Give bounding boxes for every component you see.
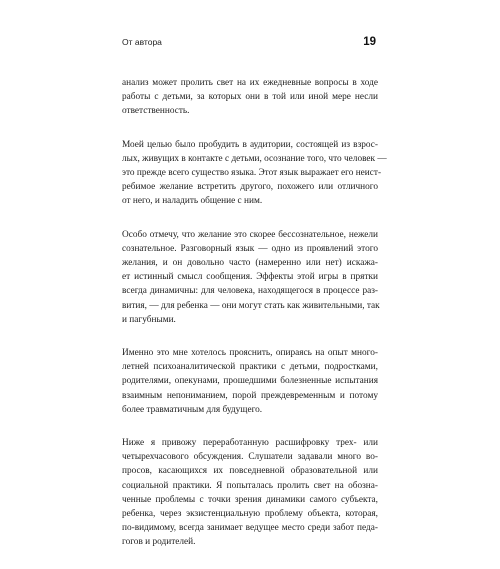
paragraph-4 <box>122 346 378 417</box>
running-header <box>122 36 376 48</box>
paragraph-5 <box>122 436 378 550</box>
text-line: летней психоаналитической практики с детьми, подростками, <box>122 362 378 373</box>
text-line: желания, и он довольно часто (намеренно или нет) искажа- <box>122 258 378 269</box>
text-line: взаимным непониманием, порой преждевременным и потому <box>122 390 378 401</box>
text-line: ребенка, через экзистенциальную проблему объекта, которая, <box>122 509 378 520</box>
body-text <box>122 76 387 569</box>
text-line: социальной практики. Я попыталась пролить свет на обозна- <box>122 480 378 491</box>
text-line: вития, — для ребенка — они могут стать как живительными, так <box>122 300 380 311</box>
text-line: анализ может пролить свет на их ежедневные вопросы в ходе <box>122 78 378 88</box>
text-line: ответственность. <box>122 106 190 117</box>
text-line: от него, и наладить общение с ним. <box>122 196 263 207</box>
text-line: четырехчасового обсуждения. Слушатели задавали много во- <box>122 452 378 463</box>
text-line: лых, живущих в контакте с детьми, осознание того, что человек — <box>122 153 387 164</box>
text-line: Именно это мне хотелось прояснить, опираясь на опыт много- <box>122 348 378 359</box>
text-line: это прежде всего существо языка. Этот язык выражает его неист- <box>122 168 382 179</box>
paragraph-3 <box>122 228 378 327</box>
text-line: более травматичным для будущего. <box>122 404 263 415</box>
text-line: родителями, опекунами, прошедшими болезненные испытания <box>122 376 378 387</box>
text-line: работы с детьми, за которых они в той или иной мере несли <box>122 92 378 103</box>
text-line: Особо отмечу, что желание это скорее бессознательное, нежели <box>122 229 378 240</box>
page-number: 19 <box>363 36 376 48</box>
text-line: Моей целью было пробудить в аудитории, состоящей из взрос- <box>122 139 378 150</box>
text-line: просов, касающихся их повседневной образовательной или <box>122 466 378 477</box>
text-line: ребимое желание встретить другого, похожего или отличного <box>122 182 378 193</box>
text-line: ет истинный смысл сообщения. Эффекты этой игры в прятки <box>122 272 378 283</box>
text-line: и пагубными. <box>122 314 176 325</box>
text-line: сознательное. Разговорный язык — одно из проявлений этого <box>122 243 378 254</box>
section-title: От автора <box>122 37 162 47</box>
text-line: ченные проблемы с точки зрения динамики самого субъекта, <box>122 494 378 505</box>
paragraph-1 <box>122 76 378 119</box>
text-line: всегда динамичны: для человека, находящегося в процессе раз- <box>122 286 378 297</box>
paragraph-2 <box>122 138 387 209</box>
text-line: гогов и родителей. <box>122 537 196 548</box>
text-line: по-видимому, всегда занимает ведущее место среди забот педа- <box>122 523 378 534</box>
text-line: Ниже я привожу переработанную расшифровку трех- или <box>122 438 378 449</box>
